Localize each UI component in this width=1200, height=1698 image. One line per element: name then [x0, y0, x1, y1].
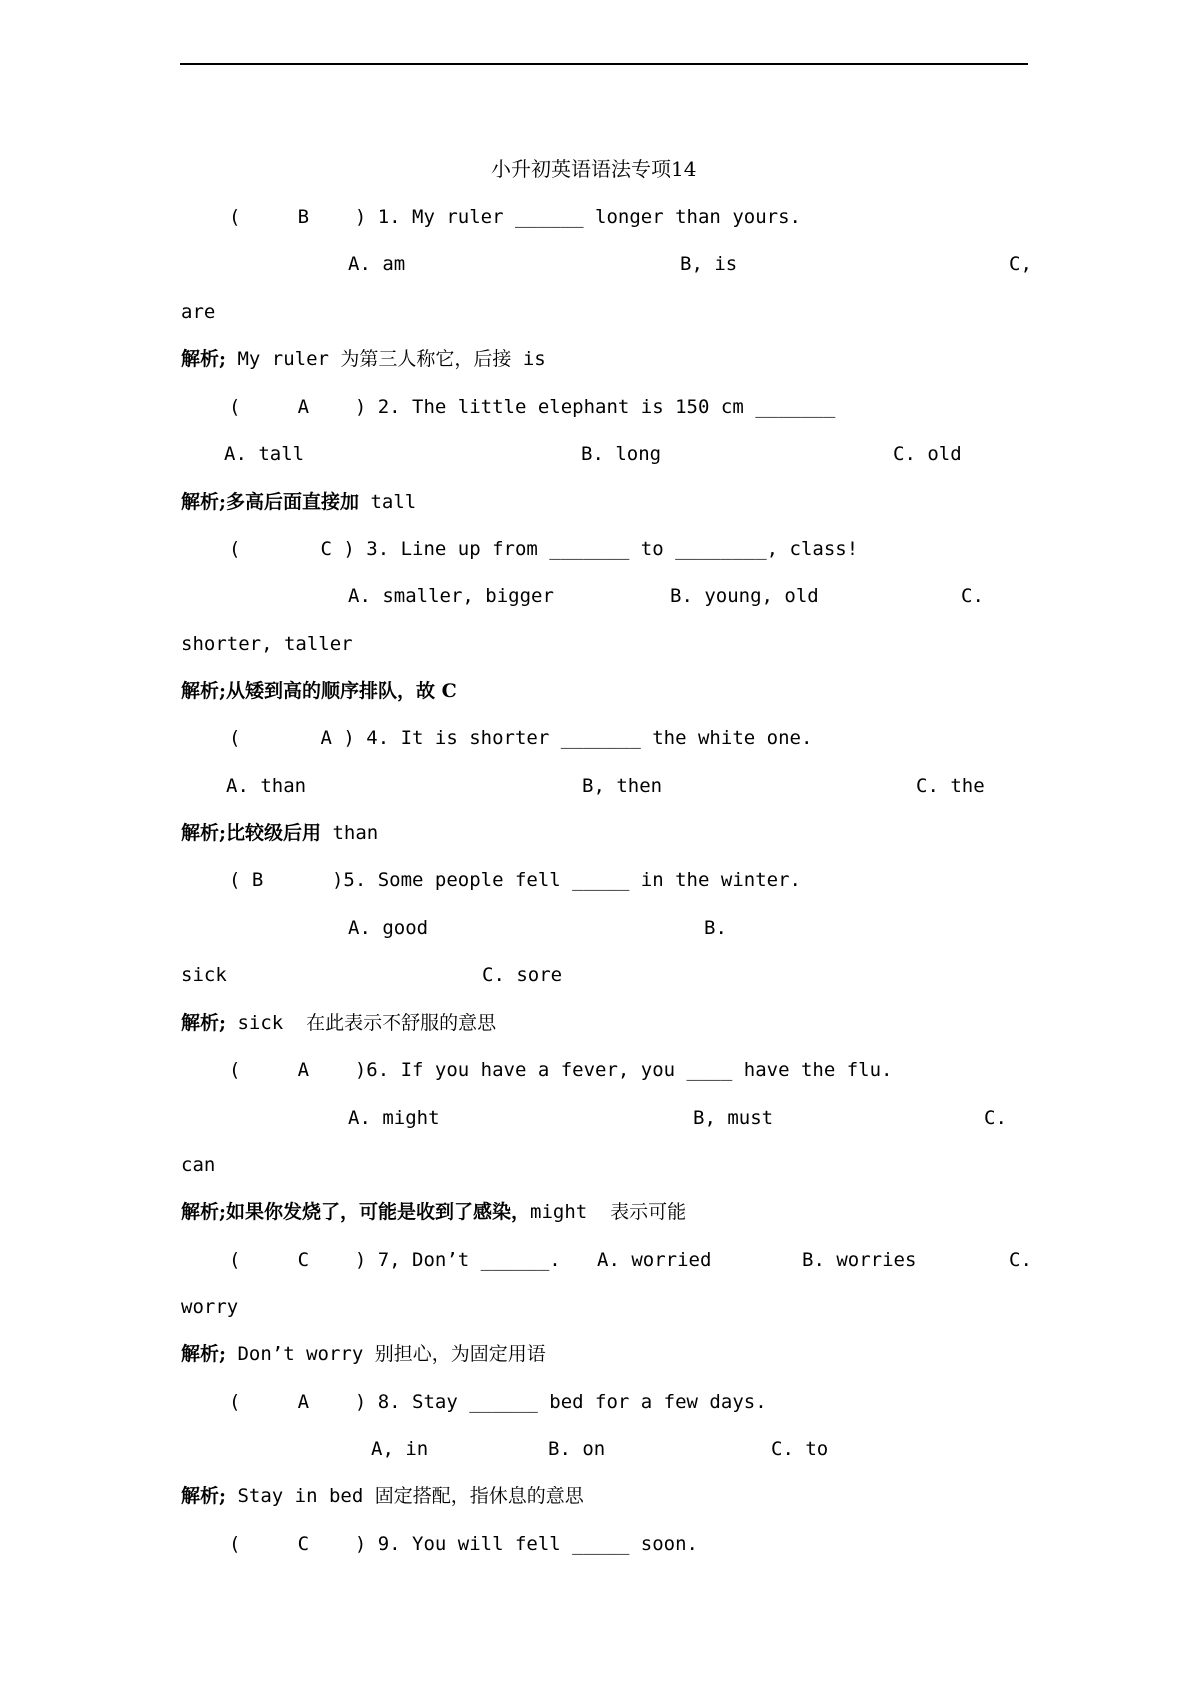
q6-option-c-text: can [181, 1154, 216, 1176]
q1-option-c: C, [1009, 253, 1032, 275]
q5-option-a: A. good [348, 917, 429, 939]
q4-explanation [181, 821, 378, 845]
q2-option-b: B. long [581, 443, 662, 465]
q2-explanation-label: 解析;多高后面直接加 [181, 491, 360, 513]
q7-option-a: A. worried [597, 1249, 712, 1271]
q1-explanation-label: 解析; [181, 348, 227, 370]
question-2: ( A ) 2. The little elephant is 150 cm _______ [229, 396, 836, 418]
q7-option-c-text: worry [181, 1296, 239, 1318]
q8-explanation [181, 1484, 584, 1508]
q1-explanation [181, 347, 546, 371]
q8-explanation-label: 解析; [181, 1485, 227, 1507]
q3-explanation-label: 解析;从矮到高的顺序排队，故 C [181, 680, 457, 702]
q6-option-a: A. might [348, 1107, 440, 1129]
q8-option-a: A, in [371, 1438, 429, 1460]
question-4: ( A ) 4. It is shorter _______ the white one. [229, 727, 813, 749]
q6-explanation [181, 1200, 686, 1224]
page-title: 小升初英语语法专项14 [491, 157, 697, 181]
q5-option-b-text: sick [181, 964, 227, 986]
question-9: ( C ) 9. You will fell _____ soon. [229, 1533, 698, 1555]
q5-explanation [181, 1011, 496, 1035]
q7-option-c: C. [1009, 1249, 1032, 1271]
q1-option-b: B, is [680, 253, 738, 275]
q4-option-c: C. the [916, 775, 985, 797]
q5-explanation-text: sick 在此表示不舒服的意思 [226, 1012, 497, 1034]
q7-option-b: B. worries [802, 1249, 917, 1271]
question-3: ( C ) 3. Line up from _______ to ________, class! [229, 538, 859, 560]
q4-explanation-text: than [321, 822, 379, 844]
q2-explanation-text: tall [359, 491, 417, 513]
question-1: ( B ) 1. My ruler ______ longer than yours. [229, 206, 801, 228]
q1-option-a: A. am [348, 253, 406, 275]
q6-explanation-text: might 表示可能 [530, 1201, 687, 1223]
q1-option-c-text: are [181, 301, 216, 323]
q6-option-c: C. [984, 1107, 1007, 1129]
header-rule [180, 63, 1028, 65]
q3-option-a: A. smaller, bigger [348, 585, 554, 607]
q2-option-a: A. tall [224, 443, 305, 465]
question-7: ( C ) 7, Don’t ______. [229, 1249, 561, 1271]
q5-option-b: B. [704, 917, 727, 939]
q6-explanation-label: 解析;如果你发烧了，可能是收到了感染， [181, 1201, 531, 1223]
q4-explanation-label: 解析;比较级后用 [181, 822, 322, 844]
q2-option-c: C. old [893, 443, 962, 465]
q8-option-c: C. to [771, 1438, 829, 1460]
q5-explanation-label: 解析; [181, 1012, 227, 1034]
q2-explanation [181, 490, 416, 514]
q6-option-b: B, must [693, 1107, 774, 1129]
q1-explanation-text: My ruler 为第三人称它，后接 is [226, 348, 546, 370]
q4-option-a: A. than [226, 775, 307, 797]
question-5: ( B )5. Some people fell _____ in the winter. [229, 869, 801, 891]
q5-option-c: C. sore [482, 964, 563, 986]
q7-explanation [181, 1342, 546, 1366]
q7-explanation-label: 解析; [181, 1343, 227, 1365]
q3-option-c-text: shorter, taller [181, 633, 353, 655]
q8-explanation-text: Stay in bed 固定搭配，指休息的意思 [226, 1485, 584, 1507]
q3-option-b: B. young, old [670, 585, 819, 607]
question-6: ( A )6. If you have a fever, you ____ have the flu. [229, 1059, 893, 1081]
q4-option-b: B, then [582, 775, 663, 797]
question-8: ( A ) 8. Stay ______ bed for a few days. [229, 1391, 767, 1413]
q8-option-b: B. on [548, 1438, 606, 1460]
q7-explanation-text: Don’t worry 别担心，为固定用语 [226, 1343, 546, 1365]
q3-explanation [181, 679, 457, 703]
q3-option-c: C. [961, 585, 984, 607]
